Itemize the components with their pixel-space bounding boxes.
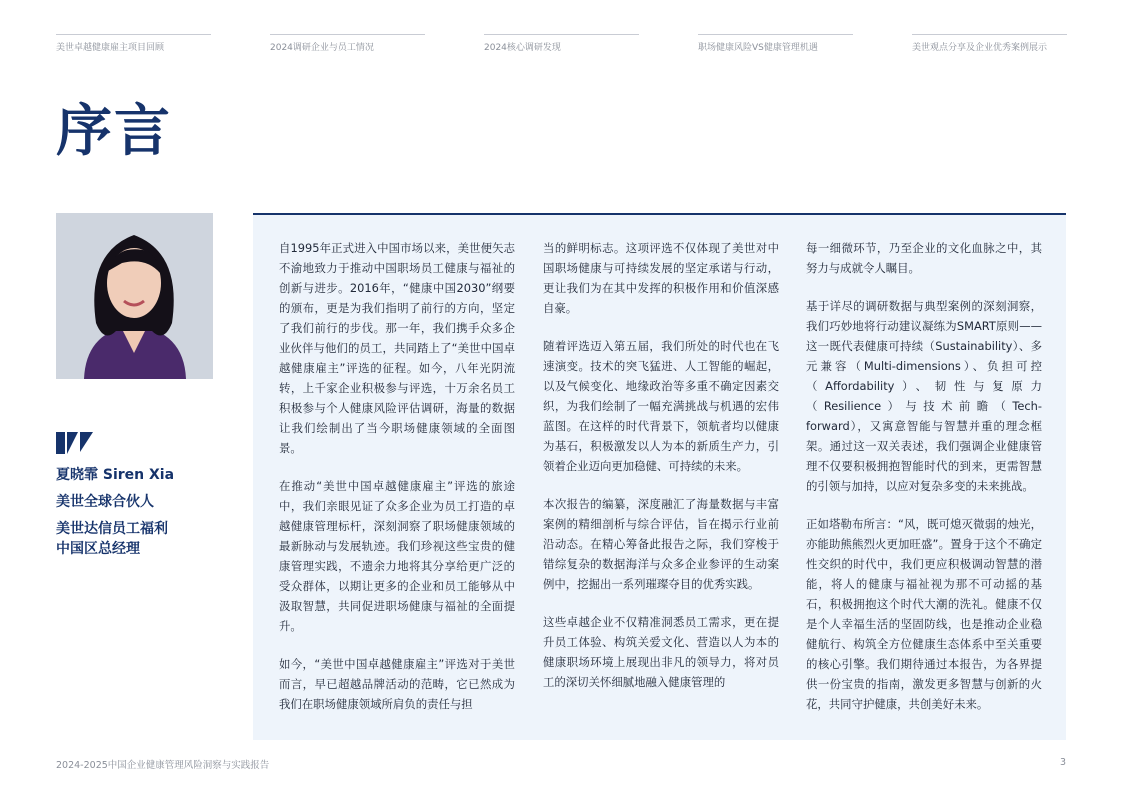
nav-section-cases[interactable]: 美世观点分享及企业优秀案例展示: [912, 34, 1067, 53]
author-title-line2: 中国区总经理: [56, 541, 140, 557]
paragraph: 本次报告的编纂，深度融汇了海量数据与丰富案例的精细剖析与综合评估，旨在揭示行业前沿动态。在精心筹备此报告之际，我们穿梭于错综复杂的数据海洋与众多企业参评的生动案例中，挖掘出一系列璀璨夺目的优秀实践。: [543, 497, 779, 591]
mercer-logo-icon: [56, 432, 96, 454]
paragraph: 每一细微环节，乃至企业的文化血脉之中，其努力与成就令人瞩目。: [806, 241, 1042, 275]
paragraph: 这些卓越企业不仅精准洞悉员工需求，更在提升员工体验、构筑关爱文化、营造以人为本的健康职场环境上展现出非凡的领导力，将对员工的深切关怀细腻地融入健康管理的: [543, 615, 779, 689]
paragraph: 自1995年正式进入中国市场以来，美世便矢志不渝地致力于推动中国职场员工健康与福祉的创新与进步。2016年，“健康中国2030”纲要的颁布，更是为我们指明了前行的方向，坚定了我们前行的步伐。那一年，我们携手众多企业伙伴与他们的员工，共同踏上了“美世中国卓越健康雇主”评选的征程。如今，八年光阴流转，上千家企业积极参与评选，十万余名员工积极参与个人健康风险评估调研，海量的数据让我们绘制出了当今职场健康领域的全面图景。: [279, 241, 515, 455]
paragraph: 如今，“美世中国卓越健康雇主”评选对于美世而言，早已超越品牌活动的范畴，它已然成为我们在职场健康领域所肩负的责任与担: [279, 657, 515, 711]
paragraph: 随着评选迈入第五届，我们所处的时代也在飞速演变。技术的突飞猛进、人工智能的崛起，以及气候变化、地缘政治等多重不确定因素交织，为我们绘制了一幅充满挑战与机遇的宏伟蓝图。在这样的时代背景下，领航者均以健康为基石，积极激发以人为本的新质生产力，引领着企业迈向更加稳健、可持续的未来。: [543, 339, 779, 473]
text-column-1: [279, 238, 515, 732]
page-number: 3: [1059, 757, 1066, 768]
page-title: 序言: [56, 99, 172, 164]
paragraph: 正如塔勒布所言：“风，既可熄灭微弱的烛光，亦能助熊熊烈火更加旺盛”。置身于这个不确定性交织的时代中，我们更应积极调动智慧的潜能，将人的健康与福祉视为那不可动摇的基石，积极拥抱这个时代大潮的洗礼。健康不仅是个人幸福生活的坚固防线，也是推动企业稳健航行、构筑全方位健康生态体系中至关重要的核心引擎。我们期待通过本报告，为各界提供一份宝贵的指南，激发更多智慧与创新的火花，共同守护健康，共创美好未来。: [806, 517, 1042, 711]
top-navigation: [56, 34, 1066, 54]
paragraph: 基于详尽的调研数据与典型案例的深刻洞察，我们巧妙地将行动建议凝练为SMART原则——这一既代表健康可持续（Sustainability）、多元兼容（Multi-dimensions）、负担可控（Affordability）、韧性与复原力（Resilience）与技术前瞻（Tech-forward），又寓意智能与智慧并重的理念框架。通过这一双关表述，我们强调企业健康管理不仅要积极拥抱智能时代的到来，更需智慧的引领与加持，以应对复杂多变的未来挑战。: [806, 299, 1042, 493]
paragraph: 在推动“美世中国卓越健康雇主”评选的旅途中，我们亲眼见证了众多企业为员工打造的卓越健康管理标杆，深刻洞察了职场健康领域的最新脉动与发展轨迹。我们珍视这些宝贵的健康管理实践，不遗余力地将其分享给更广泛的受众群体，以期让更多的企业和员工能够从中汲取智慧，共同促进职场健康与福祉的全面提升。: [279, 479, 515, 633]
text-column-3: [806, 238, 1042, 732]
report-title-footer: 2024-2025中国企业健康管理风险洞察与实践报告: [56, 760, 270, 771]
nav-section-survey[interactable]: 2024调研企业与员工情况: [270, 34, 425, 53]
author-title-global: 美世全球合伙人: [56, 494, 154, 510]
nav-section-risks[interactable]: 职场健康风险VS健康管理机遇: [698, 34, 853, 53]
paragraph: 当的鲜明标志。这项评选不仅体现了美世对中国职场健康与可持续发展的坚定承诺与行动，更让我们为在其中发挥的积极作用和价值深感自豪。: [543, 241, 779, 315]
nav-section-review[interactable]: 美世卓越健康雇主项目回顾: [56, 34, 211, 53]
author-photo: [56, 213, 213, 379]
author-title-line1: 美世达信员工福利: [56, 521, 168, 537]
text-column-2: [543, 238, 779, 710]
nav-section-findings[interactable]: 2024核心调研发现: [484, 34, 639, 53]
preface-panel: [253, 213, 1066, 740]
author-name: 夏晓霏 Siren Xia: [56, 467, 175, 483]
